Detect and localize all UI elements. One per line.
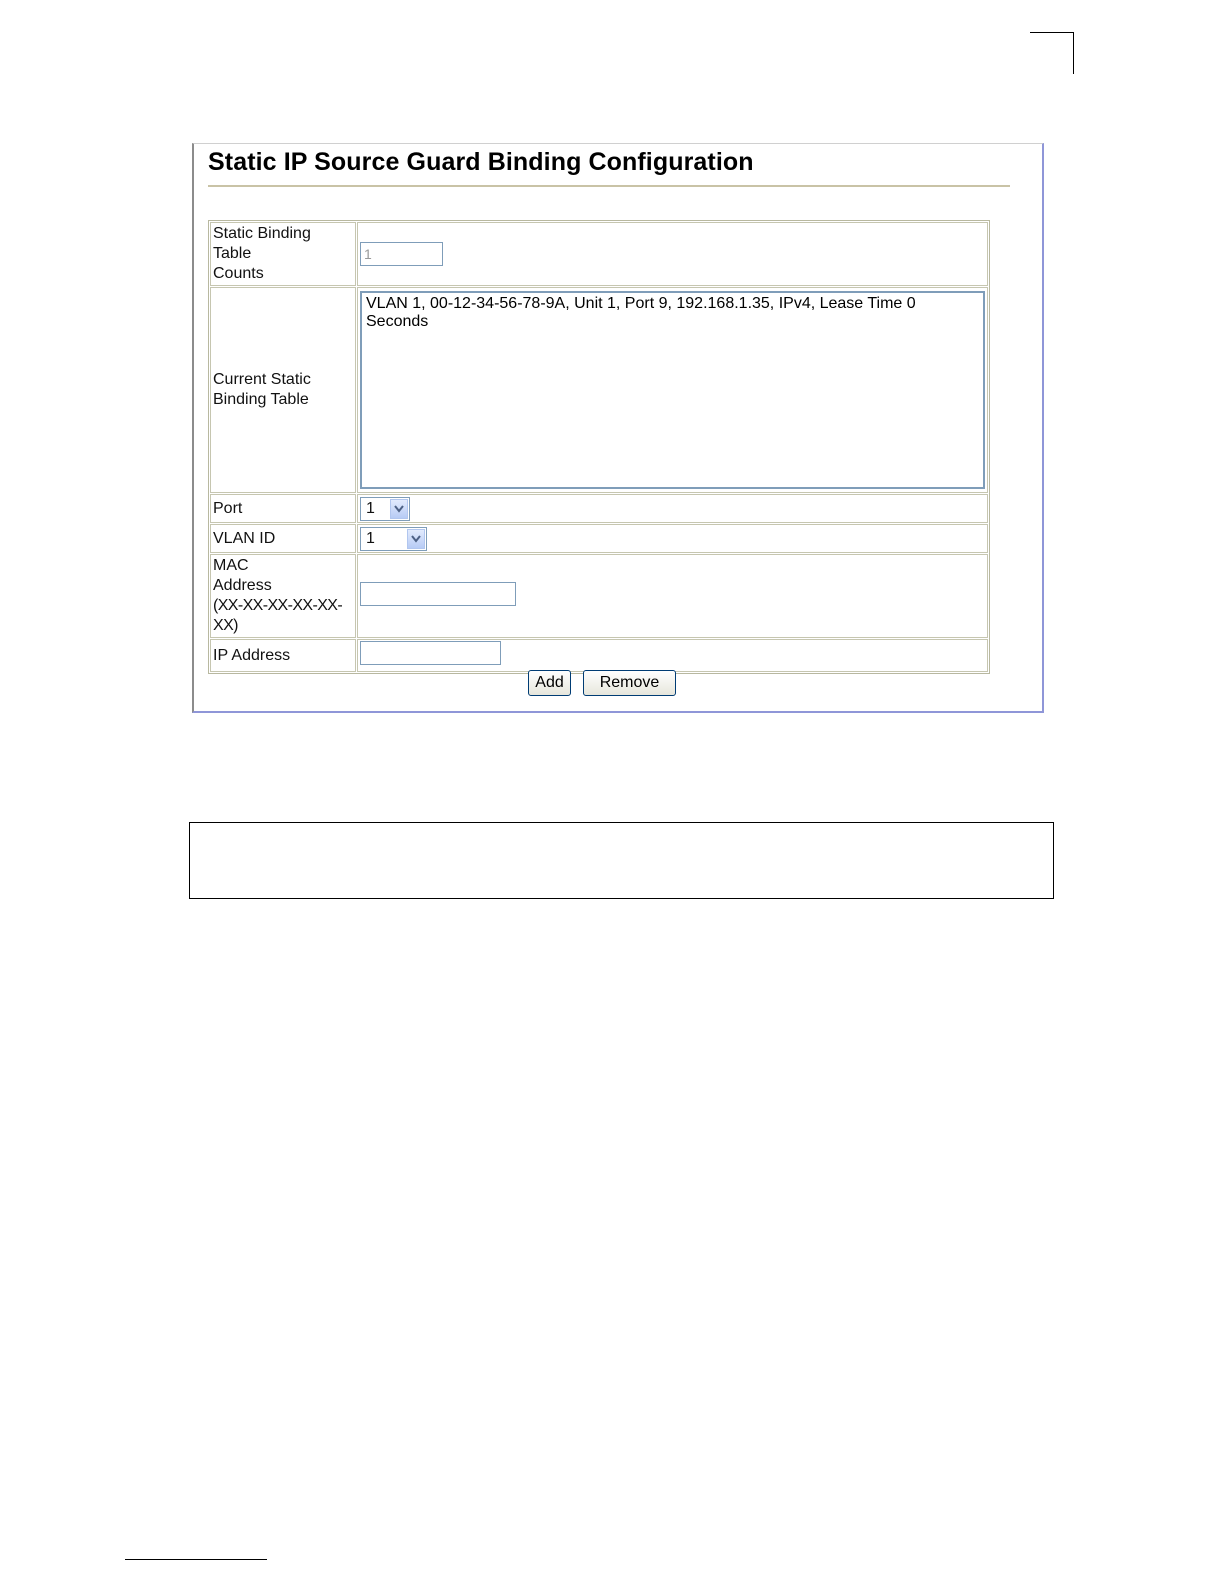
current-table-label — [210, 287, 356, 493]
counts-cell — [357, 222, 988, 286]
counts-label-line1: Static Binding Table — [213, 225, 311, 262]
ip-label: IP Address — [210, 639, 356, 672]
config-table — [208, 220, 990, 674]
port-label: Port — [210, 494, 356, 523]
vlan-cell — [357, 524, 988, 553]
remove-button[interactable]: Remove — [583, 670, 676, 696]
row-vlan — [210, 524, 988, 553]
port-select[interactable] — [360, 497, 410, 521]
mac-label-line2: Address — [213, 577, 272, 594]
mac-label — [210, 554, 356, 638]
current-label-line2: Binding Table — [213, 391, 309, 408]
counts-label-line2: Counts — [213, 265, 264, 282]
binding-entry[interactable]: VLAN 1, 00-12-34-56-78-9A, Unit 1, Port 9, 192.168.1.35, IPv4, Lease Time 0 Seconds — [366, 295, 916, 330]
binding-table-listbox[interactable] — [360, 291, 985, 489]
vlan-select-value: 1 — [366, 529, 375, 547]
row-port — [210, 494, 988, 523]
title-divider — [208, 185, 1010, 187]
mac-label-line3: (XX-XX-XX-XX-XX-XX) — [213, 597, 343, 634]
crop-mark-vertical — [1073, 32, 1074, 74]
mac-cell — [357, 554, 988, 638]
mac-label-line1: MAC — [213, 557, 249, 574]
config-panel — [192, 143, 1044, 713]
vlan-select[interactable] — [360, 527, 427, 551]
row-ip — [210, 639, 988, 672]
port-select-value: 1 — [366, 499, 375, 517]
current-table-cell — [357, 287, 988, 493]
row-mac — [210, 554, 988, 638]
mac-address-input[interactable] — [360, 582, 516, 606]
row-current-table — [210, 287, 988, 493]
ip-cell — [357, 639, 988, 672]
counts-field: 1 — [360, 242, 443, 266]
page-title: Static IP Source Guard Binding Configuration — [208, 148, 754, 176]
current-label-line1: Current Static — [213, 371, 311, 388]
chevron-down-icon[interactable] — [390, 499, 408, 519]
row-counts — [210, 222, 988, 286]
port-cell — [357, 494, 988, 523]
counts-label — [210, 222, 356, 286]
vlan-label: VLAN ID — [210, 524, 356, 553]
chevron-down-icon[interactable] — [407, 529, 425, 549]
ip-address-input[interactable] — [360, 641, 501, 665]
footer-rule — [125, 1559, 267, 1560]
crop-mark-horizontal — [1030, 32, 1074, 33]
add-button[interactable]: Add — [528, 670, 571, 696]
note-box — [189, 822, 1054, 899]
